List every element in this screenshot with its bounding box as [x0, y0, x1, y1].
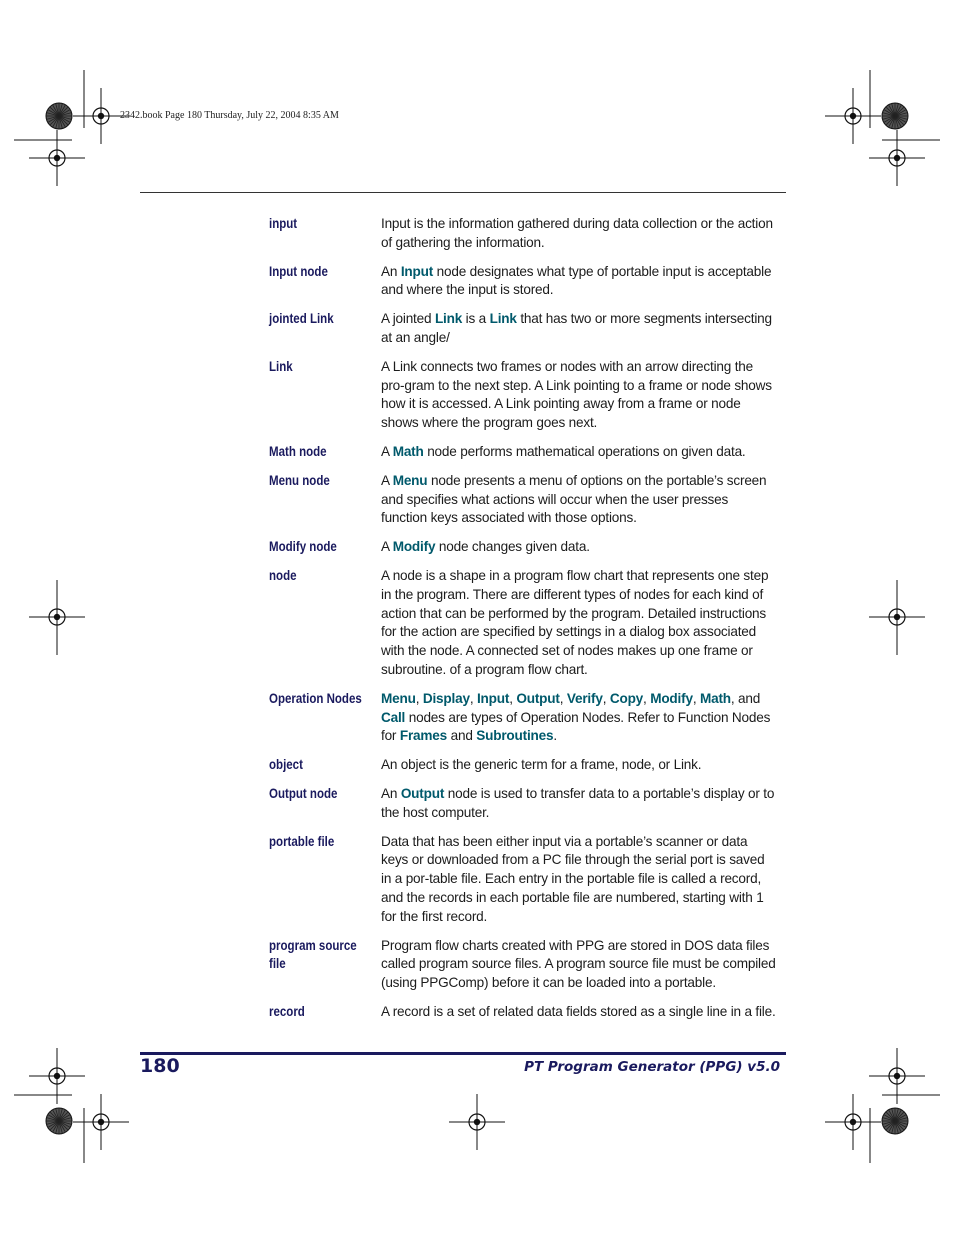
- definition-text: A Link connects two frames or nodes with an arrow directing the pro-gram to the next step. A Link pointing to a frame or node shows how it is accessed. A Link pointing away from a frame or node shows where the program goes next.: [381, 358, 772, 431]
- highlighted-term: Output: [516, 690, 560, 706]
- print-slug: 2342.book Page 180 Thursday, July 22, 2004 8:35 AM: [120, 110, 339, 121]
- definition-text: ,: [509, 690, 517, 706]
- highlighted-term: Verify: [566, 690, 603, 706]
- definition-text: A: [381, 472, 393, 488]
- glossary-term: portable file: [269, 833, 335, 849]
- highlighted-term: Math: [392, 443, 424, 459]
- glossary-entry: [269, 215, 777, 253]
- definition-text: ,: [692, 690, 700, 706]
- registration-target: [54, 1073, 60, 1079]
- glossary-term: Math node: [269, 443, 327, 459]
- glossary-term: record: [269, 1003, 305, 1019]
- glossary-entry: [269, 833, 777, 927]
- glossary-term: jointed Link: [269, 311, 334, 327]
- glossary-term: Input node: [269, 263, 328, 279]
- definition-text: An: [381, 785, 401, 801]
- glossary-term: node: [269, 567, 297, 583]
- highlighted-term: Input: [476, 690, 510, 706]
- glossary-term: object: [269, 757, 303, 773]
- registration-target: [54, 155, 60, 161]
- glossary-entry: [269, 310, 777, 348]
- definition-text: Program flow charts created with PPG are stored in DOS data files called program source files. A program source file must be compiled (using PPGComp) before it can be loaded into a portable.: [381, 937, 776, 991]
- definition-text: and: [447, 728, 477, 744]
- header-rule: [140, 192, 786, 193]
- glossary-entry: [269, 472, 777, 528]
- definition-text: A node is a shape in a program flow chart that represents one step in the program. There are different types of nodes for each kind of action that can be performed by the program. Detailed instructions for the action are specified by settings in a dialog box associated with the node. A connected set of nodes makes up one frame or subroutine. of a program flow chart.: [381, 567, 769, 677]
- glossary-entry: [269, 263, 777, 301]
- glossary-term: Modify node: [269, 539, 337, 555]
- highlighted-term: Menu: [392, 472, 428, 488]
- definition-text: .: [553, 728, 557, 744]
- glossary-entry: [269, 443, 777, 462]
- definition-text: node is used to transfer data to a portable’s display or to the host computer.: [381, 785, 775, 820]
- glossary-entry: [269, 937, 777, 993]
- glossary-definition: [381, 567, 777, 680]
- highlighted-term: Menu: [381, 690, 416, 706]
- footer-rule: [140, 1052, 786, 1055]
- glossary-definition: [381, 443, 777, 462]
- glossary-definition: [381, 690, 777, 746]
- definition-text: A record is a set of related data fields stored as a single line in a file.: [381, 1003, 776, 1019]
- definition-text: An object is the generic term for a frame, node, or Link.: [381, 757, 702, 773]
- definition-text: node designates what type of portable input is acceptable and where the input is stored.: [381, 263, 772, 298]
- glossary-term: Link: [269, 358, 293, 374]
- glossary-definition: [381, 785, 777, 823]
- glossary-entry: [269, 785, 777, 823]
- definition-text: nodes are types of Operation Nodes. Refer to Function Nodes for: [381, 709, 771, 744]
- definition-text: A jointed: [381, 311, 435, 327]
- glossary-entry: [269, 690, 777, 746]
- highlighted-term: Link: [489, 311, 517, 327]
- highlighted-term: Frames: [399, 728, 448, 744]
- definition-text: node performs mathematical operations on given data.: [423, 443, 746, 459]
- registration-target: [850, 1119, 856, 1125]
- glossary-definition: [381, 263, 777, 301]
- definition-text: that has two or more segments intersecting at an angle/: [381, 311, 772, 345]
- glossary-definition: [381, 1003, 777, 1022]
- glossary-definition: [381, 358, 777, 433]
- registration-target: [98, 113, 104, 119]
- glossary-definition: [381, 756, 777, 775]
- highlighted-term: Call: [381, 709, 406, 725]
- registration-target: [850, 113, 856, 119]
- definition-text: A: [381, 539, 393, 555]
- glossary-definition: [381, 833, 777, 927]
- definition-text: , and: [730, 690, 761, 706]
- definition-text: An: [381, 263, 401, 279]
- running-title: PT Program Generator (PPG) v5.0: [524, 1059, 780, 1075]
- highlighted-term: Output: [400, 785, 445, 801]
- registration-target: [98, 1119, 104, 1125]
- glossary-definition: [381, 538, 777, 557]
- glossary-term: Output node: [269, 785, 338, 801]
- glossary-entry: [269, 538, 777, 557]
- definition-text: ,: [643, 690, 651, 706]
- glossary-list: [269, 215, 777, 1032]
- definition-text: ,: [469, 690, 477, 706]
- registration-target: [894, 155, 900, 161]
- highlighted-term: Math: [699, 690, 731, 706]
- definition-text: node presents a menu of options on the portable’s screen and specifies what actions will occur when the user presses function keys associated with those options.: [381, 472, 767, 526]
- glossary-entry: [269, 567, 777, 680]
- glossary-definition: [381, 937, 777, 993]
- registration-target: [894, 1073, 900, 1079]
- definition-text: ,: [415, 690, 423, 706]
- definition-text: ,: [602, 690, 610, 706]
- glossary-entry: [269, 756, 777, 775]
- definition-text: Data that has been either input via a portable’s scanner or data keys or downloaded from a PC file through the serial port is saved in a por-table file. Each entry in the portable file is called a record, and the records in each portable file are numbered, starting with 1 for the first record.: [381, 833, 765, 924]
- definition-text: Input is the information gathered during data collection or the action of gathering the information.: [381, 216, 773, 250]
- highlighted-term: Display: [422, 690, 470, 706]
- glossary-definition: [381, 472, 777, 528]
- page-number: 180: [140, 1055, 180, 1077]
- highlighted-term: Link: [434, 311, 463, 327]
- glossary-term: Operation Nodes: [269, 690, 362, 706]
- highlighted-term: Modify: [392, 539, 436, 555]
- highlighted-term: Subroutines: [476, 728, 554, 744]
- definition-text: A: [381, 443, 393, 459]
- highlighted-term: Copy: [609, 690, 644, 706]
- glossary-term: input: [269, 216, 298, 231]
- glossary-definition: [381, 310, 777, 348]
- definition-text: node changes given data.: [435, 539, 590, 555]
- glossary-term: Menu node: [269, 472, 330, 488]
- glossary-entry: [269, 358, 777, 433]
- glossary-term: program source file: [269, 937, 357, 972]
- glossary-definition: [381, 215, 777, 253]
- highlighted-term: Input: [400, 263, 434, 279]
- definition-text: ,: [559, 690, 567, 706]
- registration-target: [474, 1119, 480, 1125]
- definition-text: is a: [462, 311, 490, 327]
- highlighted-term: Modify: [650, 690, 693, 706]
- glossary-entry: [269, 1003, 777, 1022]
